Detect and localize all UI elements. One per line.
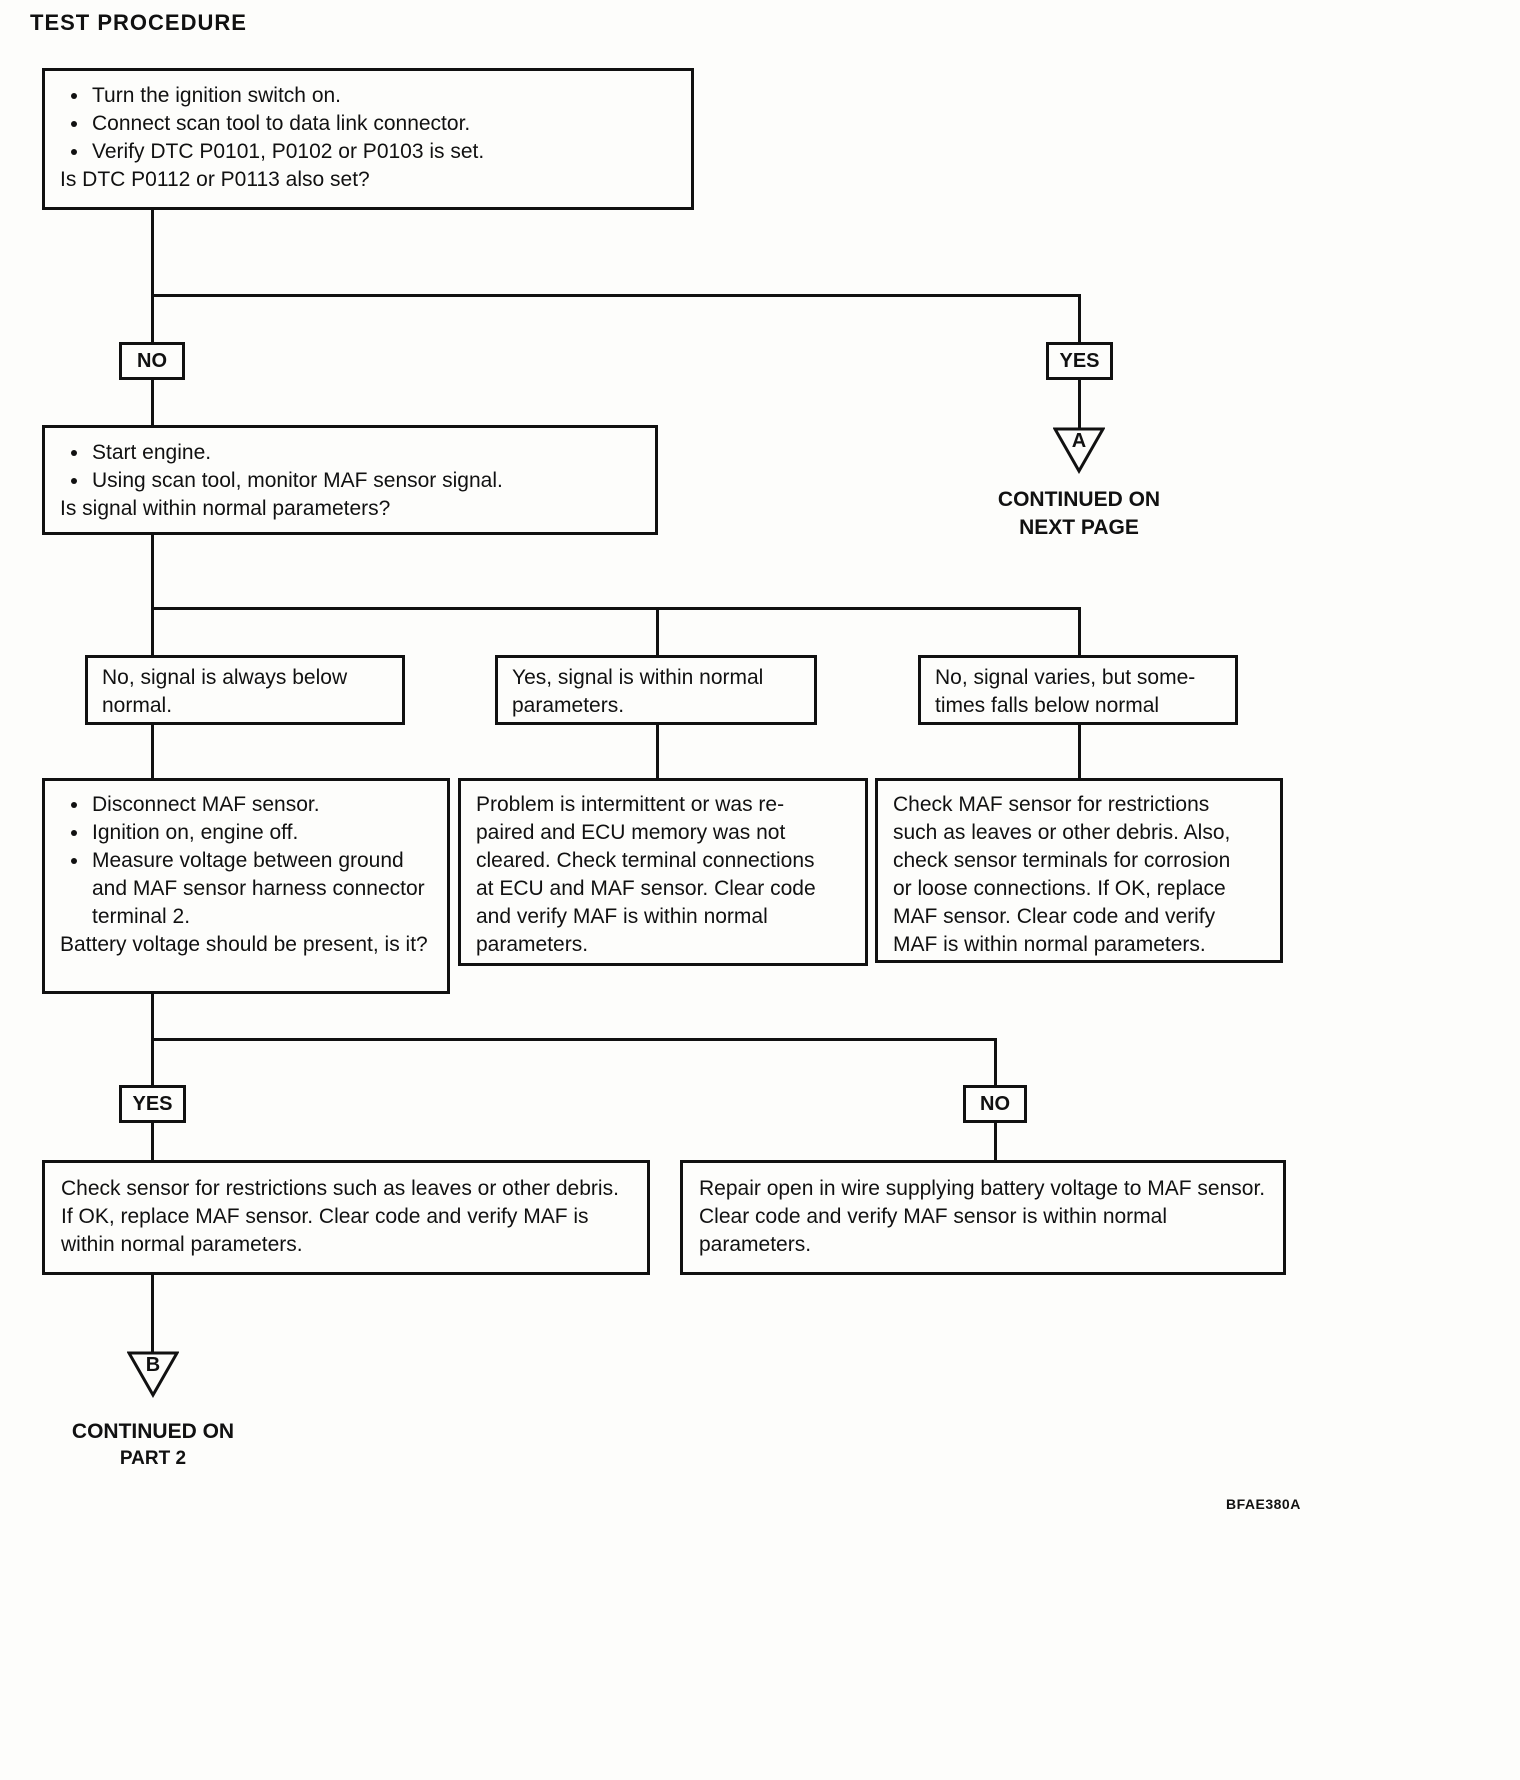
start-box-question: Is DTC P0112 or P0113 also set? (60, 167, 370, 191)
branch-label-varies (918, 655, 1238, 725)
connector-line (151, 210, 154, 296)
check-voltage-question: Battery voltage should be present, is it? (60, 932, 428, 956)
connector-line (994, 1123, 997, 1160)
text-line: at ECU and MAF sensor. Clear code (476, 876, 816, 900)
connector-line (1078, 294, 1081, 342)
text-line: Check MAF sensor for restrictions (893, 793, 1210, 816)
connector-line (151, 294, 1081, 297)
connector-b-letter: B (145, 1354, 161, 1376)
caption-line: PART 2 (119, 1448, 187, 1470)
text-line: • Connect scan tool to data link connector. (90, 110, 676, 138)
text-line: cleared. Check terminal connections (476, 848, 815, 872)
yes-label-1: YES (1046, 342, 1113, 380)
branch-label-ok (495, 655, 817, 725)
connector-line (1078, 607, 1081, 655)
connector-line (151, 1038, 154, 1085)
yes-label-2: YES (119, 1085, 186, 1123)
caption-line: NEXT PAGE (1019, 516, 1139, 540)
branch-label-low (85, 655, 405, 725)
text-line: No, signal varies, but some- (935, 666, 1196, 689)
connector-line (656, 607, 659, 655)
connector-line (994, 1038, 997, 1085)
page-title: TEST PROCEDURE (30, 10, 247, 35)
restriction-check-box (875, 778, 1283, 963)
text-line: • Ignition on, engine off. (90, 819, 432, 847)
connector-line (151, 607, 154, 655)
text-line: MAF is within normal parameters. (893, 932, 1206, 956)
text-line: paired and ECU memory was not (476, 820, 786, 844)
connector-line (151, 535, 154, 610)
text-line: • Start engine. (90, 439, 640, 467)
text-line: • Verify DTC P0101, P0102 or P0103 is set. (90, 138, 676, 166)
connector-line (151, 1275, 154, 1352)
intermittent-box (458, 778, 868, 966)
figure-code: BFAE380A (1226, 1496, 1301, 1512)
check-voltage-box (42, 778, 450, 994)
text-line: parameters. (476, 932, 589, 956)
monitor-box-bullets (60, 439, 640, 495)
text-line: MAF sensor. Clear code and verify (893, 904, 1216, 928)
connector-line (151, 1038, 997, 1041)
text-line: Problem is intermittent or was re- (476, 793, 785, 816)
continued-on-next-page-caption (953, 486, 1205, 543)
triangle-a-icon (1053, 426, 1105, 474)
connector-line (151, 380, 154, 425)
repair-wire-box: Repair open in wire supplying battery voltage to MAF sensor. Clear code and verify MAF sensor is within normal parameters. (680, 1160, 1286, 1275)
text-line: Yes, signal is within normal (512, 666, 764, 689)
connector-line (151, 1123, 154, 1160)
continued-on-part2-caption (42, 1418, 264, 1472)
text-line: check sensor terminals for corrosion (893, 848, 1231, 872)
connector-line (151, 294, 154, 342)
text-line: or loose connections. If OK, replace (893, 876, 1226, 900)
no-label-1: NO (119, 342, 185, 380)
replace-sensor-box: Check sensor for restrictions such as leaves or other debris. If OK, replace MAF sensor. Clear code and verify MAF is within normal parameters. (42, 1160, 650, 1275)
text-line: • Turn the ignition switch on. (90, 82, 676, 110)
text-line: No, signal is always below (102, 666, 348, 689)
text-line: • Using scan tool, monitor MAF sensor signal. (90, 467, 640, 495)
connector-line (1078, 725, 1081, 778)
start-box (42, 68, 694, 210)
text-line: such as leaves or other debris. Also, (893, 820, 1231, 844)
text-line: • Disconnect MAF sensor. (90, 791, 432, 819)
connector-line (151, 994, 154, 1040)
connector-line (151, 725, 154, 778)
connector-line (151, 607, 1081, 610)
connector-a-letter: A (1071, 430, 1087, 452)
offpage-connector-a (1053, 426, 1105, 479)
text-line: parameters. (512, 693, 625, 717)
triangle-b-icon (127, 1350, 179, 1398)
caption-line: CONTINUED ON (71, 1420, 235, 1443)
no-label-2: NO (963, 1085, 1027, 1123)
check-voltage-bullets (60, 791, 432, 931)
text-line: normal. (102, 693, 173, 717)
text-line: and verify MAF is within normal (476, 904, 768, 928)
text-line: times falls below normal (935, 693, 1160, 717)
connector-line (656, 725, 659, 778)
caption-line: CONTINUED ON (997, 488, 1161, 511)
start-box-bullets (60, 82, 676, 166)
connector-line (1078, 380, 1081, 428)
offpage-connector-b (127, 1350, 179, 1403)
text-line: • Measure voltage between ground and MAF sensor harness connector terminal 2. (90, 847, 432, 931)
monitor-box-question: Is signal within normal parameters? (60, 496, 391, 520)
monitor-box (42, 425, 658, 535)
